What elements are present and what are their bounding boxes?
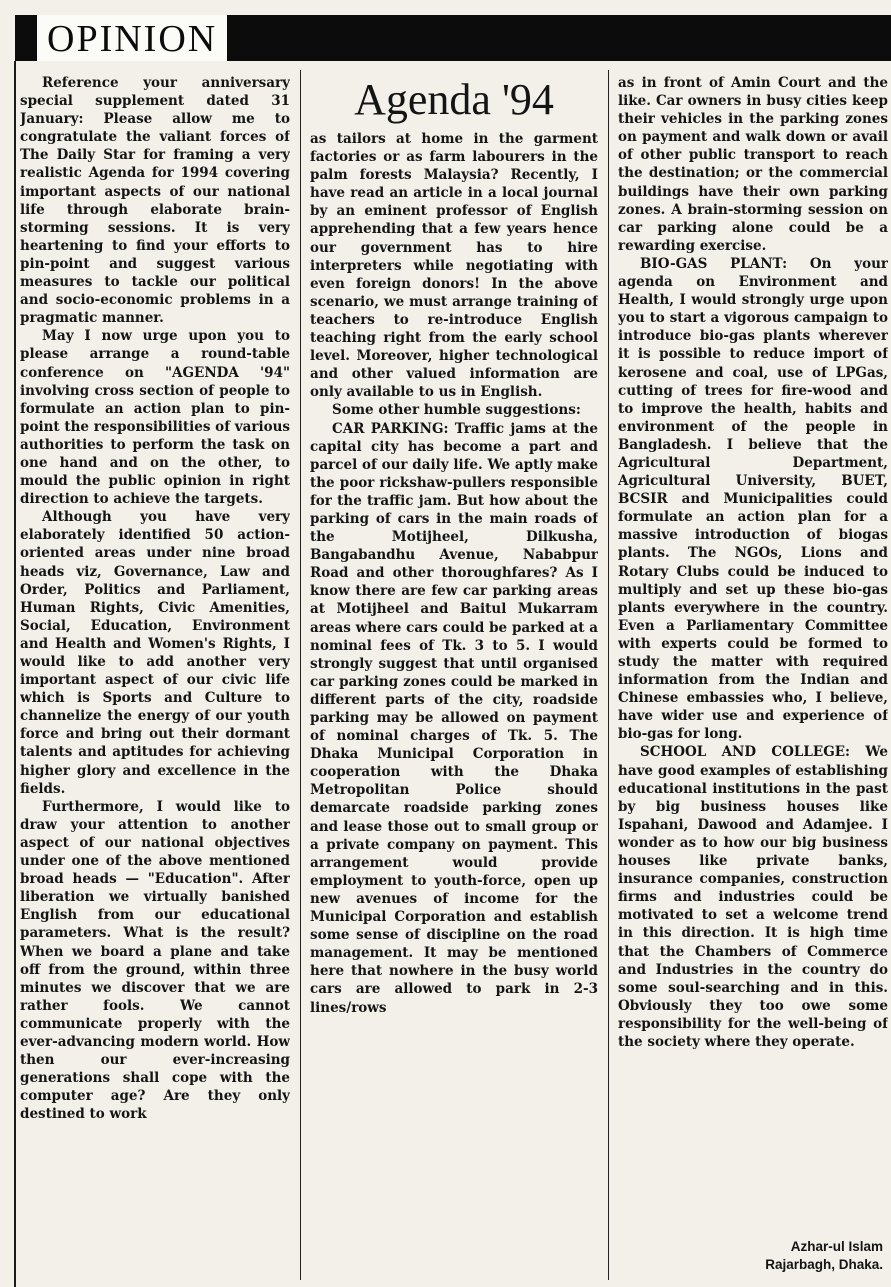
column-rule-1 [300,70,301,1280]
paragraph: Furthermore, I would like to draw your attention to another aspect of our national objectives under one of the above mentioned broad heads — "Education". After liberation we virtually banished English from our educational parameters. What is the result? When we board a plane and take off from the ground, within three minutes we discover that we are rather fools. We cannot communicate properly with the ever-advancing modern world. How then our ever-increasing generations shall cope with the computer age? Are they only destined to work [20,798,290,1123]
article-column-1 [20,74,290,1287]
article-headline: Agenda '94 [354,75,554,124]
author-name: Azhar-ul Islam [790,1239,883,1254]
paragraph: SCHOOL AND COLLEGE: We have good examples of establishing educational institutions in the past by big business houses like Ispahani, Dawood and Adamjee. I wonder as to how our big business houses like private banks, insurance companies, construction firms and industries could be motivated to set a welcome trend in this direction. It is high time that the Chambers of Commerce and Industries in the country do some soul-searching and in this. Obviously they too owe some responsibility for the well-being of the society where they operate. [618,744,888,1050]
column-rule-2 [608,70,609,1280]
article-column-2 [310,130,598,1287]
paragraph: Although you have very elaborately identified 50 action-oriented areas under nine broad heads viz, Governance, Law and Order, Politics and Parliament, Human Rights, Civic Amenities, Social, Education, Environment and Health and Women's Rights, I would like to add another very important aspect of our civic life which is Sports and Culture to channelize the energy of our youth force and bring out their dormant talents and aptitudes for achieving higher glory and excellence in the fields. [20,509,290,797]
frame-rule-left [14,61,16,1287]
author-signature [683,1238,883,1274]
paragraph: CAR PARKING: Traffic jams at the capital city has become a part and parcel of our daily life. We aptly make the poor rickshaw-pullers responsible for the traffic jam. But how about the parking of cars in the main roads of the Motijheel, Dilkusha, Bangabandhu Avenue, Nababpur Road and other thoroughfares? As I know there are few car parking areas at Motijheel and Baitul Mukarram areas where cars could be parked at a nominal fees of Tk. 3 to 5. I would strongly suggest that until organised car parking zones could be marked in different parts of the city, roadside parking may be allowed on payment of nominal charges of Tk. 5. The Dhaka Municipal Corporation in cooperation with the Dhaka Metropolitan Police should demarcate roadside parking zones and lease those out to small group or a private company on payment. This arrangement would provide employment to youth-force, open up new avenues of income for the Municipal Corporation and establish some sense of discipline on the road management. It may be mentioned here that nowhere in the busy world cars are allowed to park in 2-3 lines/rows [310,420,598,1016]
paragraph: BIO-GAS PLANT: On your agenda on Environment and Health, I would strongly urge upon you to start a vigorous campaign to introduce bio-gas plants wherever it is possible to reduce import of kerosene and coal, use of LPGas, cutting of trees for fire-wood and to improve the health, habits and environment of the people in Bangladesh. I believe that the Agricultural Department, Agricultural University, BUET, BCSIR and Municipalities could formulate an action plan for a massive introduction of biogas plants. The NGOs, Lions and Rotary Clubs could be induced to multiply and set up these bio-gas plants everywhere in the country. Even a Parliamentary Committee with experts could be formed to study the matter with required information from the Indian and Chinese embassies who, I believe, have wider use and experience of bio-gas for long. [618,255,888,743]
paragraph: May I now urge upon you to please arrange a round-table conference on "AGENDA '94" involving cross section of people to formulate an action plan to pin-point the responsibilities of various authorities to perform the task on one hand and on the other, to mould the public opinion in right direction to achieve the targets. [20,328,290,508]
section-banner [15,15,891,61]
paragraph: as tailors at home in the garment factories or as farm labourers in the palm forests Malaysia? Recently, I have read an article in a local journal by an eminent professor of English apprehending that a few years hence our government has to hire interpreters while negotiating with even foreign donors! In the above scenario, we must arrange training of teachers to re-introduce English teaching right from the early school level. Moreover, higher technological and other valued information are only available to us in English. [310,131,598,401]
article-column-3 [618,74,888,1287]
paragraph: as in front of Amin Court and the like. Car owners in busy cities keep their vehicles in the parking zones on payment and walk down or avail of other public transport to reach the destination; or the commercial buildings have their own parking zones. A brain-storming session on car parking alone could be a rewarding exercise. [618,75,888,254]
paragraph: Reference your anniversary special supplement dated 31 January: Please allow me to congratulate the valiant forces of The Daily Star for framing a very realistic Agenda for 1994 covering important aspects of our national life through elaborate brain- storming sessions. It is very heartening to find your efforts to pin-point and suggest various measures to tackle our political and socio-economic problems in a pragmatic manner. [20,75,290,327]
section-title: OPINION [35,15,227,61]
paragraph: Some other humble suggestions: [332,402,581,419]
author-location: Rajarbagh, Dhaka. [765,1257,883,1272]
